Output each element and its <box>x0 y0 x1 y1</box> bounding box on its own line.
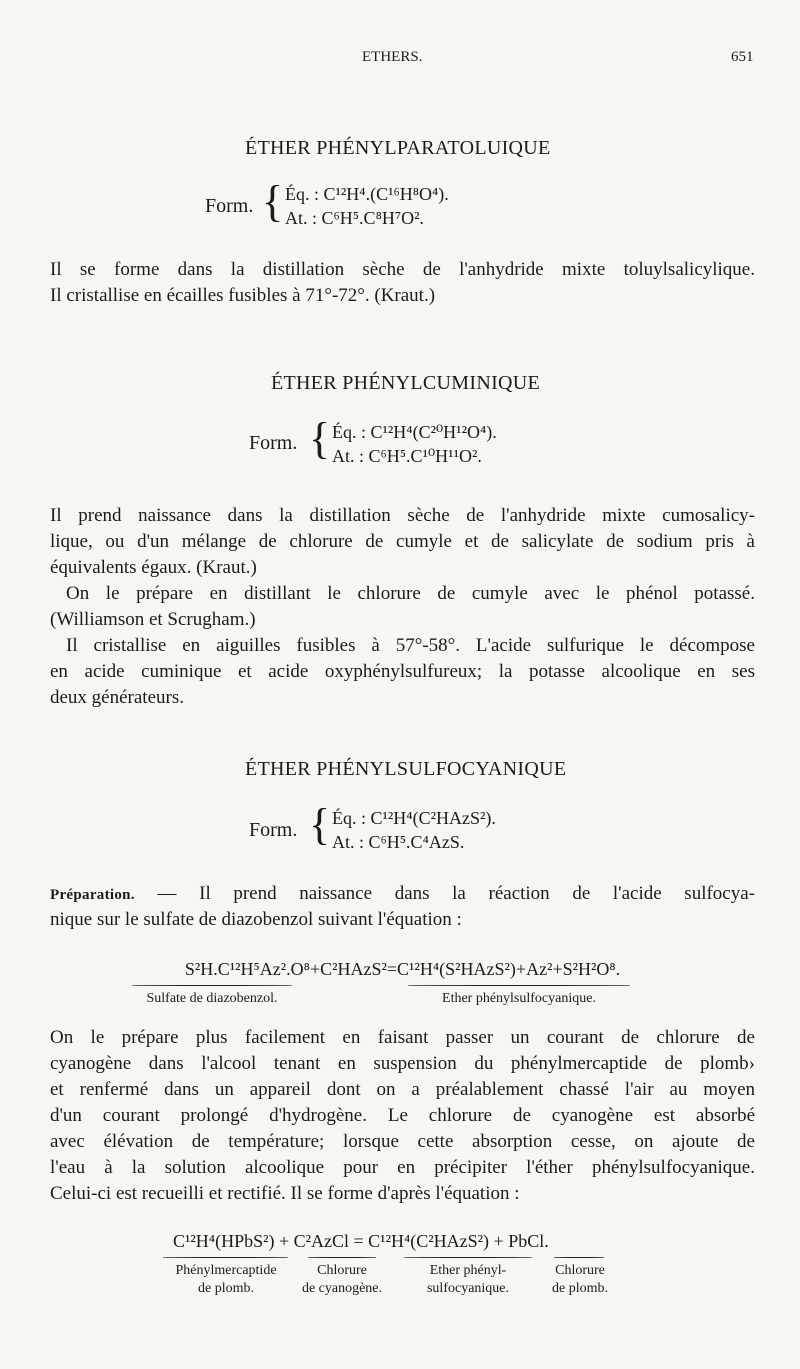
equation-label: Sulfate de diazobenzol. <box>146 991 278 1006</box>
formula-at: At. : C⁶H⁵.C⁸H⁷O². <box>285 208 425 228</box>
formula-at: At. : C⁶H⁵.C¹⁰H¹¹O². <box>332 446 482 466</box>
formula-label: Form. <box>249 432 298 454</box>
equation-label: de plomb. <box>198 1281 254 1296</box>
equation-label: de cyanogène. <box>301 1281 383 1296</box>
equation-label: Ether phényl- <box>429 1263 507 1278</box>
equation-label: de plomb. <box>552 1281 608 1296</box>
equation: C¹²H⁴(HPbS²) + C²AzCl = C¹²H⁴(C²HAzS²) + PbCl. <box>173 1231 549 1251</box>
text-line: On le prépare plus facilement en faisant passer un courant de chlorure de <box>50 1027 755 1048</box>
text-line: Celui-ci est recueilli et rectifié. Il se forme d'après l'équation : <box>50 1183 520 1204</box>
text-line: On le prépare en distillant le chlorure de cumyle avec le phénol potassé. <box>66 583 755 604</box>
page-number: 651 <box>731 49 754 65</box>
formula-label: Form. <box>205 195 254 217</box>
section-title: ÉTHER PHÉNYLSULFOCYANIQUE <box>245 758 567 780</box>
text-line: lique, ou d'un mélange de chlorure de cumyle et de salicylate de sodium pris à <box>50 531 755 552</box>
text-line: d'un courant prolongé d'hydrogène. Le chlorure de cyanogène est absorbé <box>50 1105 755 1126</box>
equation-label: Ether phénylsulfocyanique. <box>442 991 596 1006</box>
text-line: en acide cuminique et acide oxyphénylsulfureux; la potasse alcoolique en ses <box>50 661 755 682</box>
text-line: l'eau à la solution alcoolique pour en précipiter l'éther phénylsulfocyanique. <box>50 1157 755 1178</box>
text-line: équivalents égaux. (Kraut.) <box>50 557 257 578</box>
preparation-label: Préparation. <box>50 887 135 903</box>
text-line: (Williamson et Scrugham.) <box>50 609 256 630</box>
underbrace <box>408 985 630 986</box>
brace: { <box>262 177 284 226</box>
equation-label: sulfocyanique. <box>426 1281 510 1296</box>
brace: { <box>309 800 331 849</box>
formula-eq: Éq. : C¹²H⁴(C²⁰H¹²O⁴). <box>332 422 497 442</box>
preparation-line <box>50 883 755 906</box>
equation-label: Chlorure <box>555 1263 605 1278</box>
underbrace <box>308 1257 376 1258</box>
text-line: nique sur le sulfate de diazobenzol suivant l'équation : <box>50 909 462 930</box>
text-line: Il cristallise en aiguilles fusibles à 57°-58°. L'acide sulfurique le décompose <box>66 635 755 656</box>
formula-label: Form. <box>249 819 298 841</box>
formula-eq: Éq. : C¹²H⁴(C²HAzS²). <box>332 808 496 828</box>
brace: { <box>309 414 331 463</box>
text-line: et renfermé dans un appareil dont on a préalablement chassé l'air au moyen <box>50 1079 755 1100</box>
underbrace <box>404 1257 532 1258</box>
text-line: cyanogène dans l'alcool tenant en suspension du phénylmercaptide de plomb› <box>50 1053 755 1074</box>
running-head-title: ETHERS. <box>362 49 423 65</box>
equation: S²H.C¹²H⁵Az².O⁸+C²HAzS²=C¹²H⁴(S²HAzS²)+Az²+S²H²O⁸. <box>184 959 621 979</box>
formula-eq: Éq. : C¹²H⁴.(C¹⁶H⁸O⁴). <box>285 184 449 204</box>
underbrace <box>163 1257 288 1258</box>
equation-label: Chlorure <box>317 1263 367 1278</box>
equation-label: Phénylmercaptide <box>175 1263 277 1278</box>
formula-at: At. : C⁶H⁵.C⁴AzS. <box>332 832 465 852</box>
section-title: ÉTHER PHÉNYLPARATOLUIQUE <box>245 137 551 159</box>
text-line: Il prend naissance dans la distillation sèche de l'anhydride mixte cumosalicy- <box>50 505 755 526</box>
preparation-text: — Il prend naissance dans la réaction de l'acide sulfocya- <box>134 883 755 904</box>
text-line: deux générateurs. <box>50 687 184 708</box>
text-line: avec élévation de température; lorsque cette absorption cesse, on ajoute de <box>50 1131 755 1152</box>
text-line: Il cristallise en écailles fusibles à 71°-72°. (Kraut.) <box>50 285 436 306</box>
section-title: ÉTHER PHÉNYLCUMINIQUE <box>271 372 541 394</box>
underbrace <box>554 1257 604 1258</box>
underbrace <box>132 985 292 986</box>
text-line: Il se forme dans la distillation sèche de l'anhydride mixte toluylsalicylique. <box>50 259 755 280</box>
